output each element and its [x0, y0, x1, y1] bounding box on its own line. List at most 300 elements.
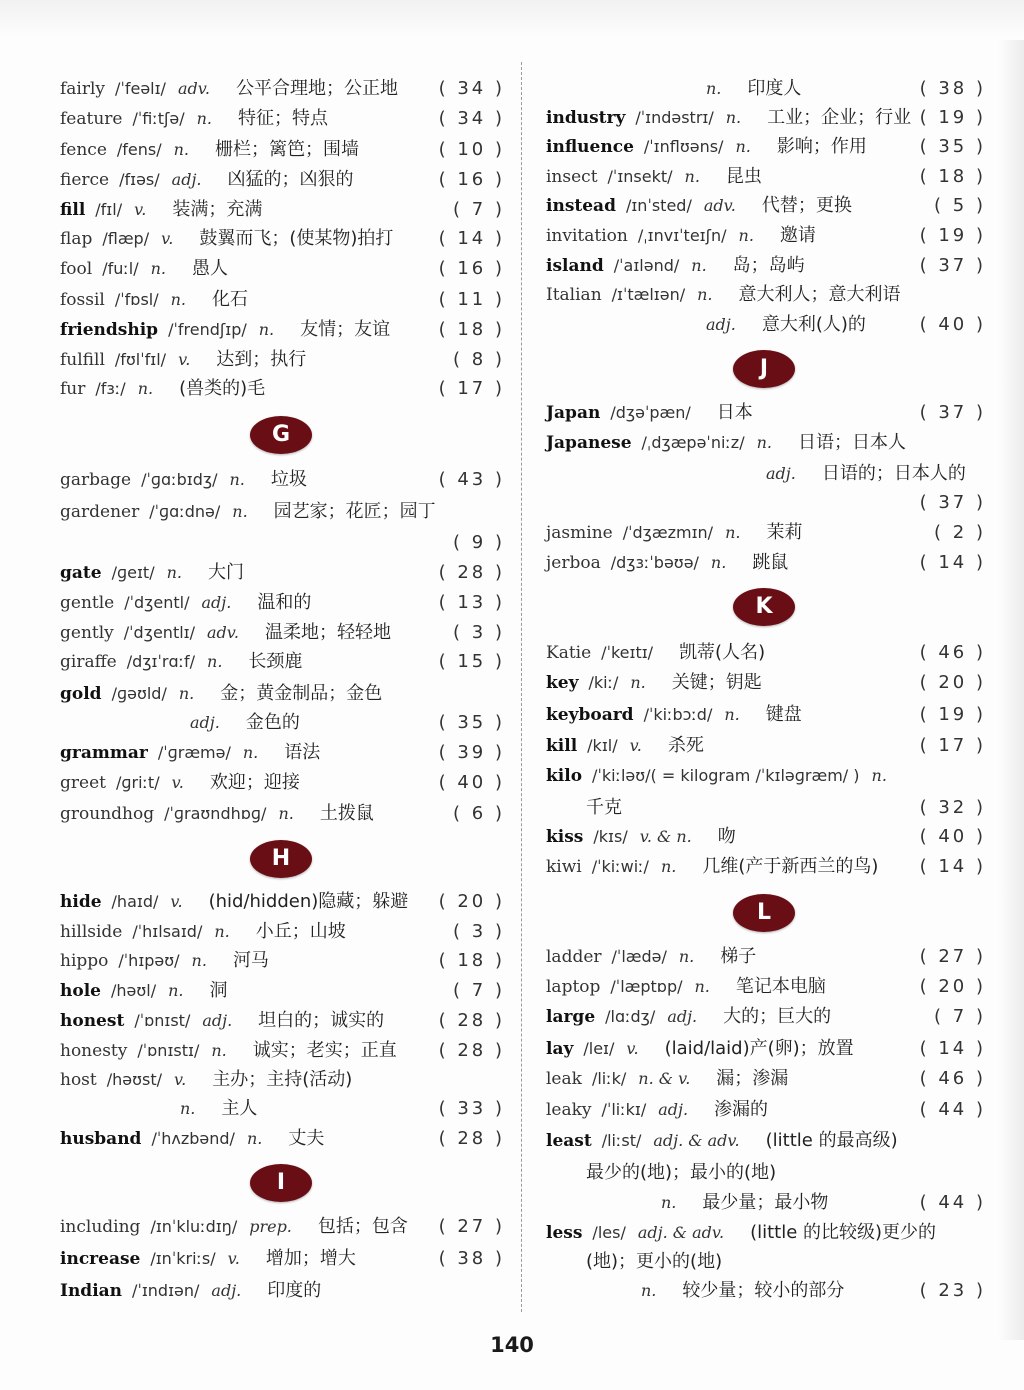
entry-row [60, 948, 505, 974]
entry-row [546, 702, 986, 728]
phonetic: /ˌɪnvɪˈteɪʃn/ [637, 226, 727, 245]
entry-content [60, 287, 248, 313]
meaning: 渗漏的 [714, 1099, 769, 1120]
entry-content [60, 1067, 352, 1093]
phonetic: /ɪnˈsted/ [625, 196, 692, 215]
phonetic: /fʊlˈfɪl/ [114, 350, 167, 369]
phonetic: /ˈkiːbɔːd/ [643, 705, 713, 724]
section-letter-j: J [733, 350, 795, 388]
headword: fulfill [60, 350, 105, 370]
part-of-speech: adv. [703, 196, 736, 215]
headword: kiss [546, 827, 584, 847]
unit-reference: ( 3 ) [453, 622, 505, 643]
entry-row [546, 1128, 986, 1154]
unit-reference: ( 40 ) [919, 314, 986, 335]
phonetic: /ˈdʒentlɪ/ [123, 623, 195, 642]
entry-row [60, 347, 505, 373]
part-of-speech: v. [174, 1070, 187, 1089]
meaning: 大的；巨大的 [723, 1006, 832, 1027]
entry-row [60, 1214, 505, 1240]
unit-reference: ( 46 ) [919, 1068, 986, 1089]
headword: gentle [60, 593, 115, 613]
part-of-speech: adj. [667, 1007, 698, 1026]
unit-reference: ( 8 ) [453, 349, 505, 370]
entry-row [60, 1246, 505, 1272]
headword: ladder [546, 947, 602, 967]
part-of-speech: v. [629, 736, 642, 755]
part-of-speech: v. [178, 350, 191, 369]
entry-row [60, 499, 505, 525]
entry-content [180, 1096, 257, 1122]
entry-row [60, 287, 505, 313]
entry-content [546, 1220, 936, 1246]
part-of-speech: n. [191, 951, 207, 970]
phonetic: /lɑːdʒ/ [605, 1007, 656, 1026]
meaning: 鼓翼而飞；(使某物)拍打 [199, 228, 394, 249]
headword: honest [60, 1011, 125, 1031]
entry-row [60, 1126, 505, 1152]
entry-content [546, 1128, 898, 1154]
entry-content [546, 974, 826, 1000]
unit-reference: ( 6 ) [453, 803, 505, 824]
phonetic: /ˈaɪlənd/ [613, 256, 680, 275]
unit-reference: ( 20 ) [438, 891, 505, 912]
meaning: (little 的比较级)更少的 [750, 1222, 937, 1243]
entry-content [546, 854, 878, 880]
entry-row [546, 733, 986, 759]
headword: large [546, 1007, 596, 1027]
unit-reference: ( 18 ) [438, 319, 505, 340]
unit-reference: ( 20 ) [919, 976, 986, 997]
meaning: (兽类的)毛 [179, 378, 266, 399]
meaning: 日语的；日本人的 [821, 463, 966, 484]
entry-row [60, 530, 505, 556]
entry-content [546, 1036, 854, 1062]
headword: instead [546, 196, 616, 216]
entry-content [60, 1214, 408, 1240]
meaning: 梯子 [720, 946, 757, 967]
meaning: 大门 [207, 562, 244, 583]
phonetic: /fɪl/ [95, 200, 123, 219]
entry-content [60, 770, 300, 796]
unit-reference: ( 14 ) [919, 552, 986, 573]
section-letter-h: H [250, 840, 312, 878]
part-of-speech: n. [691, 256, 707, 275]
headword: leak [546, 1069, 582, 1089]
headword: least [546, 1131, 592, 1151]
entry-row [60, 560, 505, 586]
unit-reference: ( 14 ) [438, 228, 505, 249]
headword: feature [60, 109, 123, 129]
meaning: 坦白的；诚实的 [258, 1010, 385, 1031]
meaning: 意大利(人)的 [761, 314, 866, 335]
meaning: 主办；主持(活动) [212, 1069, 353, 1090]
part-of-speech: n. [871, 766, 887, 785]
unit-reference: ( 33 ) [438, 1098, 505, 1119]
headword: fur [60, 379, 86, 399]
entry-content [60, 226, 393, 252]
part-of-speech: n. [684, 167, 700, 186]
part-of-speech: adj. [766, 464, 796, 483]
entry-row [546, 1160, 986, 1186]
entry-row [546, 1036, 986, 1062]
entry-content [546, 193, 852, 219]
unit-reference: ( 19 ) [919, 107, 986, 128]
part-of-speech: adj. [201, 593, 232, 612]
headword: fossil [60, 290, 105, 310]
unit-reference: ( 27 ) [919, 946, 986, 967]
entry-content [60, 978, 227, 1004]
phonetic: /ɪnˈkriːs/ [150, 1249, 216, 1268]
phonetic: /leɪ/ [583, 1039, 615, 1058]
unit-reference: ( 17 ) [919, 735, 986, 756]
entry-row [546, 1190, 986, 1216]
part-of-speech: adj. [190, 713, 220, 732]
headword: less [546, 1223, 583, 1243]
meaning: 长颈鹿 [248, 651, 303, 672]
part-of-speech: n. [196, 109, 212, 128]
phonetic: /ˈɡræmə/ [157, 743, 231, 762]
part-of-speech: prep. [249, 1217, 292, 1236]
unit-reference: ( 44 ) [919, 1099, 986, 1120]
entry-row [60, 620, 505, 646]
entry-row [546, 490, 986, 516]
phonetic: /kɪl/ [587, 736, 618, 755]
part-of-speech: n. [678, 947, 695, 966]
unit-reference: ( 28 ) [438, 562, 505, 583]
phonetic: /ˈlæptɒp/ [610, 977, 683, 996]
meaning: 较少量；较小的部分 [682, 1280, 845, 1301]
phonetic: /dʒɜːˈbəʊə/ [610, 553, 699, 572]
part-of-speech: n. [660, 857, 677, 876]
unit-reference: ( 17 ) [438, 378, 505, 399]
headword: garbage [60, 470, 132, 490]
entry-row [546, 1066, 986, 1092]
entry-row [60, 1008, 505, 1034]
entry-content [60, 499, 436, 525]
entry-content [60, 376, 265, 402]
part-of-speech: n. [232, 502, 248, 521]
phonetic: /ɪˈtælɪən/ [611, 285, 686, 304]
headword: gardener [60, 502, 140, 522]
unit-reference: ( 37 ) [919, 402, 986, 423]
part-of-speech: n. [706, 79, 722, 98]
meaning: 吻 [717, 826, 736, 847]
headword: fierce [60, 170, 110, 190]
part-of-speech: n. [229, 470, 245, 489]
part-of-speech: n. [242, 743, 259, 762]
unit-reference: ( 38 ) [438, 1248, 505, 1269]
phonetic: /fens/ [116, 140, 162, 159]
entry-content [641, 1278, 844, 1304]
entry-content [706, 312, 866, 338]
meaning: 邀请 [779, 225, 816, 246]
part-of-speech: n. [756, 433, 772, 452]
entry-content [60, 889, 408, 915]
unit-reference: ( 13 ) [438, 592, 505, 613]
part-of-speech: v. [161, 229, 174, 248]
entry-content [546, 1004, 831, 1030]
phonetic: /ˈfeəlɪ/ [115, 79, 166, 98]
phonetic: /ˈkiːwiː/ [591, 857, 649, 876]
part-of-speech: n. [697, 285, 713, 304]
meaning: 漏；渗漏 [716, 1068, 789, 1089]
unit-reference: ( 11 ) [438, 289, 505, 310]
entry-content [60, 256, 228, 282]
phonetic: /ˈfiːtʃə/ [132, 109, 185, 128]
entry-content [546, 1097, 768, 1123]
part-of-speech: n. [168, 981, 184, 1000]
part-of-speech: v. [171, 773, 184, 792]
part-of-speech: n. [207, 652, 223, 671]
meaning: 垃圾 [270, 469, 307, 490]
section-letter-g: G [250, 416, 312, 454]
headword: husband [60, 1129, 142, 1149]
phonetic: /ˈɒnɪstɪ/ [137, 1041, 200, 1060]
part-of-speech: adv. [207, 623, 240, 642]
headword: keyboard [546, 705, 634, 725]
part-of-speech: n. [180, 1099, 196, 1118]
part-of-speech: n. [630, 673, 646, 692]
entry-row [60, 317, 505, 343]
meaning: 茉莉 [766, 522, 803, 543]
unit-reference: ( 16 ) [438, 169, 505, 190]
unit-reference: ( 37 ) [919, 255, 986, 276]
entry-row [60, 770, 505, 796]
meaning: 特征；特点 [238, 108, 328, 129]
headword: island [546, 256, 604, 276]
headword: lay [546, 1039, 574, 1059]
unit-reference: ( 7 ) [453, 980, 505, 1001]
part-of-speech: n. [137, 379, 154, 398]
entry-content [60, 620, 391, 646]
headword: Indian [60, 1281, 123, 1301]
unit-reference: ( 16 ) [438, 258, 505, 279]
unit-reference: ( 18 ) [438, 950, 505, 971]
entry-row [546, 461, 986, 487]
entry-row [60, 649, 505, 675]
entry-content [586, 1249, 722, 1275]
phonetic: /ˈdʒentl/ [124, 593, 190, 612]
meaning: (地)；更小的(地) [586, 1251, 723, 1272]
meaning: 河马 [232, 950, 269, 971]
entry-row [60, 106, 505, 132]
headword: fill [60, 200, 86, 220]
meaning: 栅栏；篱笆；围墙 [215, 139, 360, 160]
meaning: 意大利人；意大利语 [738, 284, 901, 305]
phonetic: /ˈɪndɪən/ [132, 1281, 200, 1300]
meaning: 最少量；最小物 [702, 1192, 829, 1213]
entry-content [706, 76, 801, 102]
part-of-speech: adj. & adv. [653, 1131, 740, 1150]
entry-row [60, 1067, 505, 1093]
meaning: 装满；充满 [172, 199, 263, 220]
entry-content [60, 347, 306, 373]
meaning: (little 的最高级) [765, 1130, 898, 1151]
unit-reference: ( 18 ) [919, 166, 986, 187]
part-of-speech: n. [725, 108, 742, 127]
meaning: 工业；企业；行业 [767, 107, 912, 128]
part-of-speech: n. [178, 684, 195, 703]
entry-content [60, 740, 320, 766]
entry-row [546, 1249, 986, 1275]
entry-content [661, 1190, 828, 1216]
phonetic: /həʊl/ [110, 981, 157, 1000]
phonetic: /fuːl/ [102, 259, 139, 278]
part-of-speech: n. [725, 523, 741, 542]
phonetic: /ˈɪnflʊəns/ [643, 137, 724, 156]
phonetic: /ˈliːkɪ/ [601, 1100, 647, 1119]
entry-content [546, 400, 753, 426]
headword: Japanese [546, 433, 632, 453]
entry-row [546, 1004, 986, 1030]
entry-row [546, 520, 986, 546]
part-of-speech: n. [694, 977, 710, 996]
headword: friendship [60, 320, 159, 340]
headword: greet [60, 773, 106, 793]
entry-content [546, 944, 756, 970]
meaning: 影响；作用 [776, 136, 867, 157]
entry-row [60, 590, 505, 616]
unit-reference: ( 35 ) [438, 712, 505, 733]
entry-row [60, 889, 505, 915]
headword: gently [60, 623, 114, 643]
headword: influence [546, 137, 634, 157]
part-of-speech: n. [214, 922, 230, 941]
entry-row [546, 223, 986, 249]
entry-content [546, 550, 788, 576]
entry-content [766, 461, 966, 487]
part-of-speech: n. [170, 290, 186, 309]
meaning: 关键；钥匙 [671, 672, 762, 693]
headword: Katie [546, 643, 592, 663]
part-of-speech: n. [724, 705, 740, 724]
phonetic: /ɡriːt/ [115, 773, 160, 792]
unit-reference: ( 40 ) [919, 826, 986, 847]
scan-shadow-top [0, 0, 1024, 38]
meaning: 增加；增大 [265, 1248, 356, 1269]
entry-content [60, 1278, 321, 1304]
phonetic: /ˈkiːləʊ/( = kilogram /ˈkɪləɡræm/ ) [592, 766, 860, 785]
headword: host [60, 1070, 97, 1090]
part-of-speech: n. [735, 137, 751, 156]
entry-content [60, 649, 302, 675]
meaning: 小丘；山坡 [255, 921, 346, 942]
entry-content [546, 520, 802, 546]
headword: insect [546, 167, 598, 187]
page-number: 140 [490, 1333, 534, 1357]
entry-row [546, 105, 986, 131]
part-of-speech: adj. [211, 1281, 242, 1300]
meaning: 园艺家；花匠；园丁 [273, 501, 436, 522]
phonetic: /ˈɡɑːdnə/ [149, 502, 221, 521]
unit-reference: ( 40 ) [438, 772, 505, 793]
headword: groundhog [60, 804, 155, 824]
part-of-speech: v. [170, 892, 183, 911]
headword: laptop [546, 977, 601, 997]
phonetic: /kɪs/ [593, 827, 628, 846]
meaning: 日本 [716, 402, 753, 423]
column-divider [521, 62, 522, 1312]
meaning: 洞 [209, 980, 228, 1001]
section-letter-k: K [733, 588, 795, 626]
meaning: 日语；日本人 [797, 432, 906, 453]
meaning: 印度人 [747, 78, 802, 99]
phonetic: /həʊst/ [106, 1070, 163, 1089]
headword: industry [546, 108, 626, 128]
phonetic: /ˌdʒæpəˈniːz/ [641, 433, 745, 452]
unit-reference: ( 20 ) [919, 672, 986, 693]
entry-row [60, 681, 505, 707]
entry-content [60, 1126, 324, 1152]
entry-content [586, 795, 622, 821]
entry-content [546, 223, 816, 249]
unit-reference: ( 28 ) [438, 1010, 505, 1031]
meaning: 金色的 [245, 712, 300, 733]
entry-row [60, 801, 505, 827]
meaning: 代替；更换 [761, 195, 852, 216]
entry-row [60, 1278, 505, 1304]
entry-row [546, 763, 986, 789]
headword: including [60, 1217, 141, 1237]
unit-reference: ( 43 ) [438, 469, 505, 490]
headword: hide [60, 892, 102, 912]
phonetic: /kiː/ [588, 673, 619, 692]
phonetic: /ɪnˈkluːdɪŋ/ [150, 1217, 238, 1236]
entry-row [546, 944, 986, 970]
entry-row [546, 670, 986, 696]
part-of-speech: n. [710, 553, 727, 572]
part-of-speech: adj. [658, 1100, 689, 1119]
entry-row [546, 1278, 986, 1304]
entry-content [60, 1008, 384, 1034]
entry-content [586, 1160, 776, 1186]
meaning: 达到；执行 [216, 349, 307, 370]
unit-reference: ( 38 ) [919, 78, 986, 99]
unit-reference: ( 39 ) [438, 742, 505, 763]
entry-content [546, 702, 802, 728]
unit-reference: ( 7 ) [453, 199, 505, 220]
entry-content [546, 282, 901, 308]
headword: hippo [60, 951, 109, 971]
part-of-speech: n. [278, 804, 294, 823]
unit-reference: ( 32 ) [919, 797, 986, 818]
headword: kilo [546, 766, 583, 786]
headword: Japan [546, 403, 601, 423]
entry-row [60, 256, 505, 282]
entry-row [60, 1038, 505, 1064]
entry-row [546, 974, 986, 1000]
meaning: (hid/hidden)隐藏；躲避 [208, 891, 409, 912]
headword: fool [60, 259, 93, 279]
headword: hole [60, 981, 101, 1001]
part-of-speech: n. [173, 140, 190, 159]
entry-row [546, 312, 986, 338]
headword: increase [60, 1249, 141, 1269]
entry-row [546, 824, 986, 850]
phonetic: /ˈɒnɪst/ [134, 1011, 191, 1030]
headword: leaky [546, 1100, 592, 1120]
entry-content [60, 167, 353, 193]
headword: giraffe [60, 652, 117, 672]
headword: key [546, 673, 579, 693]
entry-row [546, 430, 986, 456]
entry-row [60, 919, 505, 945]
unit-reference: ( 46 ) [919, 642, 986, 663]
phonetic: /ˈdʒæzmɪn/ [622, 523, 714, 542]
unit-reference: ( 14 ) [919, 1038, 986, 1059]
meaning: 化石 [212, 289, 248, 310]
